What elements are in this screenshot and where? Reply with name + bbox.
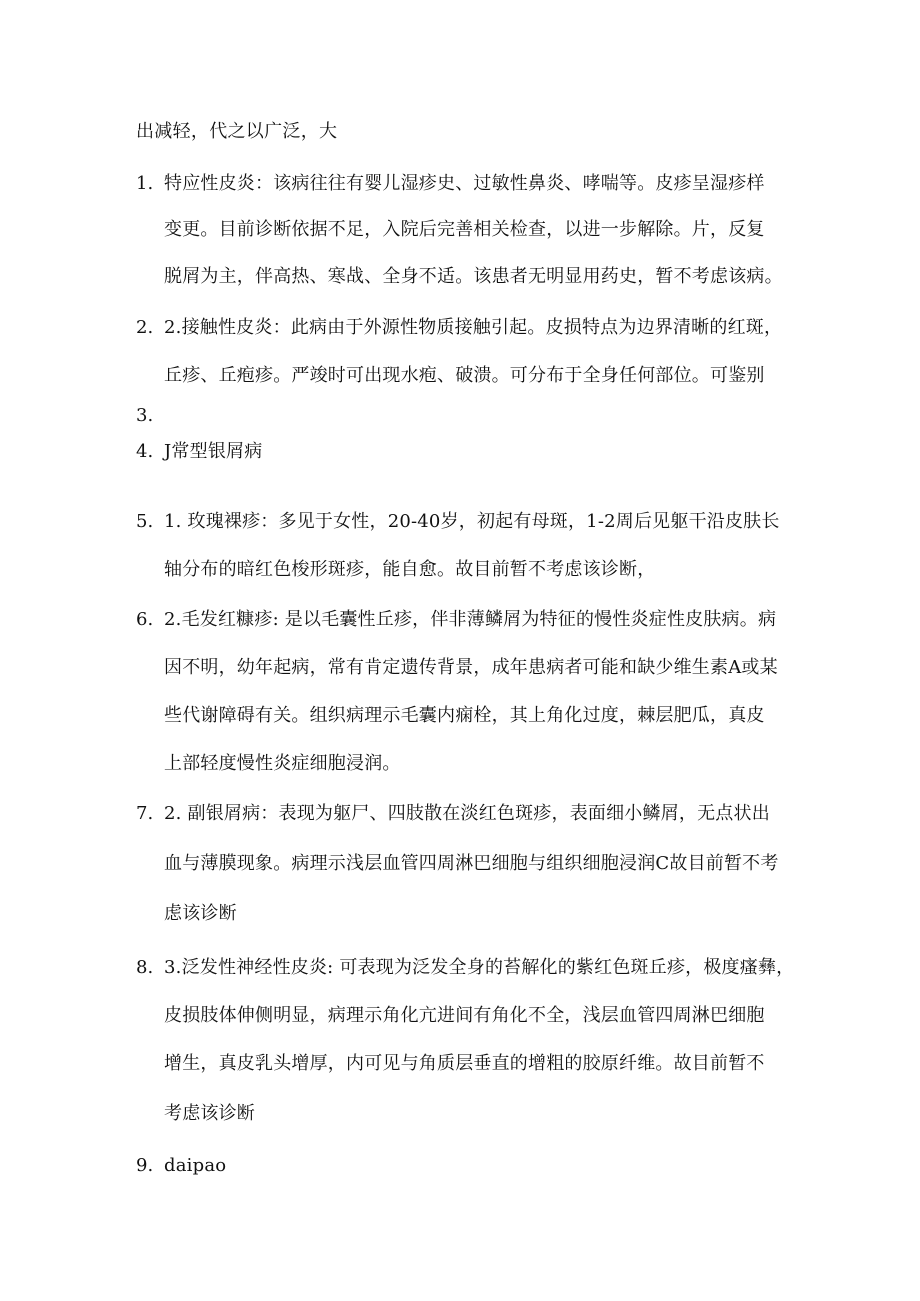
item-line: 2. 副银屑病：表现为躯尸、四肢散在淡红色斑疹，表面细小鳞屑，无点状出 <box>164 803 770 824</box>
item-line: 些代谢障碍有关。组织病理示毛囊内痫栓，其上角化过度，棘层肥瓜，真皮 <box>164 705 765 726</box>
item-line: 2.接触性皮炎：此病由于外源性物质接触引起。皮损特点为边界清晰的红斑， <box>164 317 783 338</box>
item-line: 上部轻度慢性炎症细胞浸润。 <box>164 753 401 774</box>
item-line: J常型银屑病 <box>164 441 263 462</box>
item-line: 血与薄膜现象。病理示浅层血管四周淋巴细胞与组织细胞浸润C故目前暂不考 <box>164 853 779 874</box>
item-line: 脱屑为主，伴高热、寒战、全身不适。该患者无明显用药史，暂不考虑该病。 <box>164 266 783 287</box>
item-line: 2.毛发红糠疹: 是以毛囊性丘疹，伴非薄鳞屑为特征的慢性炎症性皮肤病。病 <box>164 609 777 630</box>
item-number: 8. <box>136 957 154 978</box>
item-number: 1. <box>136 173 154 194</box>
intro-text: 出减轻，代之以广泛，大 <box>136 121 338 142</box>
item-line: 3.泛发性神经性皮炎: 可表现为泛发全身的苔解化的紫红色斑丘疹，极度瘙彝， <box>164 957 795 978</box>
item-number: 4. <box>136 441 154 462</box>
item-number: 9. <box>136 1155 154 1176</box>
item-line: daipao <box>164 1155 227 1176</box>
item-line: 特应性皮炎：该病往往有婴儿湿疹史、过敏性鼻炎、哮喘等。皮疹呈湿疹样 <box>164 173 765 194</box>
item-line: 因不明，幼年起病，常有肯定遗传背景，成年患病者可能和缺少维生素A或某 <box>164 657 778 678</box>
item-line: 变更。目前诊断依据不足，入院后完善相关检查，以进一步解除。片，反复 <box>164 219 765 240</box>
item-number: 5. <box>136 511 154 532</box>
item-line: 丘疹、丘疱疹。严竣时可出现水疱、破溃。可分布于全身任何部位。可鉴别 <box>164 365 765 386</box>
item-number: 6. <box>136 609 154 630</box>
item-line: 皮损肢体伸侧明显，病理示角化亢进间有角化不全，浅层血管四周淋巴细胞 <box>164 1005 765 1026</box>
item-line: 增生，真皮乳头增厚，内可见与角质层垂直的增粗的胶原纤维。故目前暂不 <box>164 1053 765 1074</box>
item-number: 3. <box>136 405 154 426</box>
item-line: 轴分布的暗红色梭形斑疹，能自愈。故目前暂不考虑该诊断， <box>164 559 656 580</box>
item-line: 虑该诊断 <box>164 903 237 924</box>
item-line: 1. 玫瑰裸疹：多见于女性，20-40岁，初起有母斑，1-2周后见躯干沿皮肤长 <box>164 511 780 532</box>
item-number: 7. <box>136 803 154 824</box>
item-number: 2. <box>136 317 154 338</box>
item-line: 考虑该诊断 <box>164 1103 255 1124</box>
